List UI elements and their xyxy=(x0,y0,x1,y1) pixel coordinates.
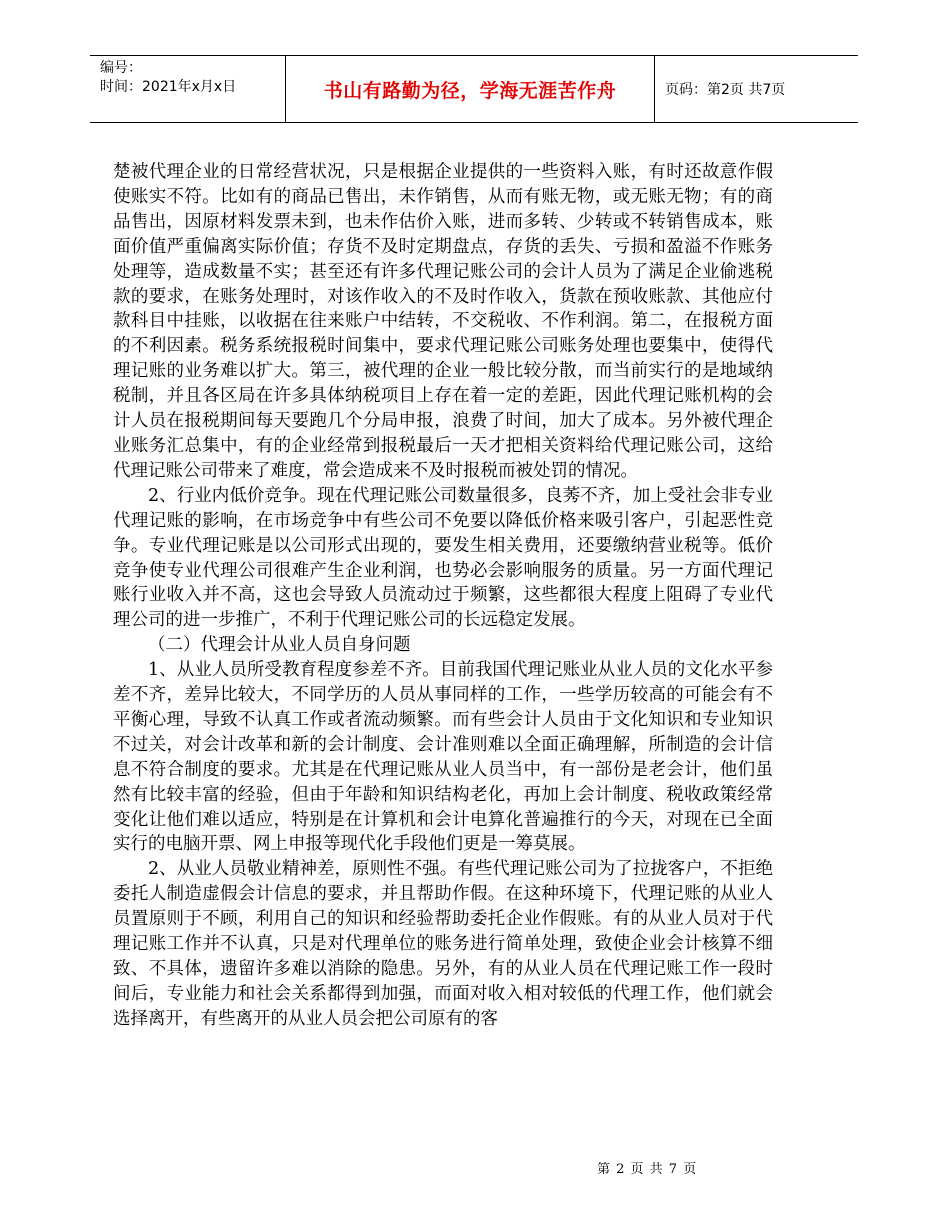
document-time-label: 时间：2021年x月x日 xyxy=(100,79,237,95)
paragraph-continued: 楚被代理企业的日常经营状况，只是根据企业提供的一些资料入账，有时还故意作假使账实不符。比如有的商品已售出，未作销售，从而有账无物，或无账无物；有的商品售出，因原材料发票未到，也未作估价入账，进而多转、少转或不转销售成本，账面价值严重偏离实际价值；存货不及时定期盘点，存货的丢失、亏损和盈溢不作账务处理等，造成数量不实；甚至还有许多代理记账公司的会计人员为了满足企业偷逃税款的要求，在账务处理时，对该作收入的不及时作收入，货款在预收账款、其他应付款科目中挂账，以收据在往来账户中结转，不交税收、不作利润。第二，在报税方面的不利因素。税务系统报税时间集中，要求代理记账公司账务处理也要集中，使得代理记账的业务难以扩大。第三，被代理的企业一般比较分散，而当前实行的是地域纳税制，并且各区局在许多具体纳税项目上存在着一定的差距，因此代理记账机构的会计人员在报税期间每天要跑几个分局申报，浪费了时间，加大了成本。另外被代理企业账务汇总集中，有的企业经常到报税最后一天才把相关资料给代理记账公司，这给代理记账公司带来了难度，常会造成来不及时报税而被处罚的情况。 xyxy=(113,162,773,481)
page-header xyxy=(90,55,858,123)
header-page-label: 页码：第2页 共7页 xyxy=(665,82,786,98)
header-meta xyxy=(90,56,285,122)
header-motto: 书山有路勤为径，学海无涯苦作舟 xyxy=(285,56,655,122)
section-heading: （二）代理会计从业人员自身问题 xyxy=(148,635,411,656)
paragraph-professional-ethics: 2、从业人员敬业精神差，原则性不强。有些代理记账公司为了拉拢客户，不拒绝委托人制造虚假会计信息的要求，并且帮助作假。在这种环境下，代理记账的从业人员置原则于不顾，利用自己的知识和经验帮助委托企业作假账。有的从业人员对于代理记账工作并不认真，只是对代理单位的账务进行简单处理，致使企业会计核算不细致、不具体，遗留许多难以消除的隐患。另外，有的从业人员在代理记账工作一段时间后，专业能力和社会关系都得到加强，而面对收入相对较低的代理工作，他们就会选择离开，有些离开的从业人员会把公司原有的客 xyxy=(113,859,773,1029)
document-body xyxy=(113,160,773,1032)
paragraph-low-price-competition: 2、行业内低价竞争。现在代理记账公司数量很多，良莠不齐，加上受社会非专业代理记账的影响，在市场竞争中有些公司不免要以降低价格来吸引客户，引起恶性竞争。专业代理记账是以公司形式出现的，要发生相关费用，还要缴纳营业税等。低价竞争使专业代理公司很难产生企业利润，也势必会影响服务的质量。另一方面代理记账行业收入并不高，这也会导致人员流动过于频繁，这些都很大程度上阻碍了专业代理公司的进一步推广，不利于代理记账公司的长远稳定发展。 xyxy=(113,485,773,631)
paragraph-education-level: 1、从业人员所受教育程度参差不齐。目前我国代理记账业从业人员的文化水平参差不齐，差异比较大，不同学历的人员从事同样的工作，一些学历较高的可能会有不平衡心理，导致不认真工作或者流动频繁。而有些会计人员由于文化知识和专业知识不过关，对会计改革和新的会计制度、会计准则难以全面正确理解，所制造的会计信息不符合制度的要求。尤其是在代理记账从业人员当中，有一部份是老会计，他们虽然有比较丰富的经验，但由于年龄和知识结构老化，再加上会计制度、税收政策经常变化让他们难以适应，特别是在计算机和会计电算化普遍推行的今天，对现在已全面实行的电脑开票、网上申报等现代化手段他们更是一筹莫展。 xyxy=(113,660,773,855)
page-footer: 第 2 页 共 7 页 xyxy=(597,1162,698,1177)
document-number-label: 编号： xyxy=(100,60,142,76)
